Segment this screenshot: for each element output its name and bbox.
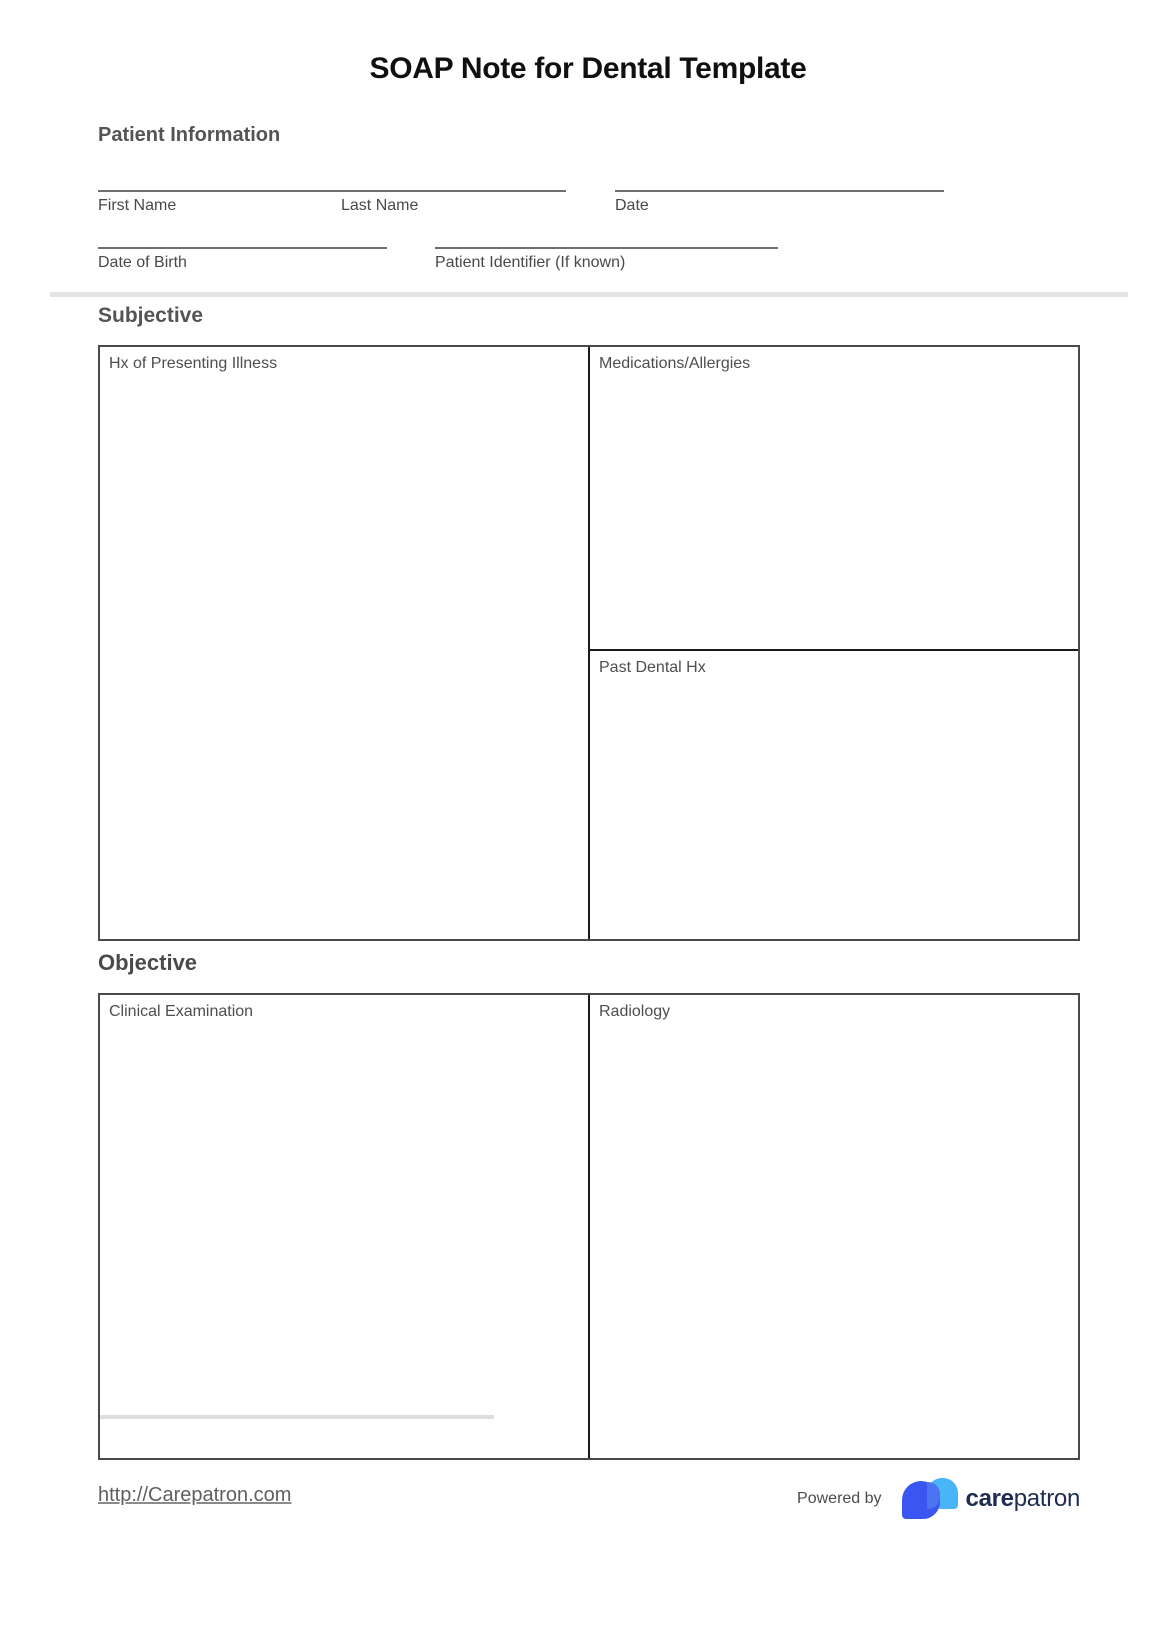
section-heading-patient-information: Patient Information [98, 124, 281, 146]
carepatron-link[interactable]: http://Carepatron.com [98, 1484, 292, 1506]
page-title: SOAP Note for Dental Template [369, 52, 807, 85]
clinical-examination-box[interactable] [100, 995, 590, 1458]
ghost-underline [100, 1415, 494, 1419]
subjective-table [98, 345, 1080, 941]
date-input-line[interactable] [615, 190, 944, 215]
powered-by-label: Powered by [797, 1490, 882, 1507]
date-of-birth-input-line[interactable] [98, 247, 387, 272]
first-name-label: First Name [98, 197, 177, 214]
carepatron-logo [902, 1478, 1080, 1520]
objective-table [98, 993, 1080, 1460]
name-input-line[interactable] [98, 190, 566, 215]
past-dental-hx-box[interactable] [590, 651, 1078, 939]
radiology-box[interactable] [590, 995, 1078, 1458]
medications-allergies-box[interactable] [590, 347, 1078, 651]
patient-identifier-input-line[interactable] [435, 247, 778, 272]
past-dental-hx-label: Past Dental Hx [599, 659, 706, 676]
section-heading-objective: Objective [98, 950, 198, 975]
radiology-label: Radiology [599, 1003, 671, 1020]
hx-presenting-illness-box[interactable] [100, 347, 590, 939]
clinical-examination-label: Clinical Examination [109, 1003, 254, 1020]
carepatron-wordmark [966, 1485, 1080, 1513]
wordmark-care: care [965, 1485, 1014, 1512]
patient-identifier-label: Patient Identifier (If known) [435, 254, 626, 271]
last-name-label: Last Name [341, 197, 419, 214]
date-of-birth-label: Date of Birth [98, 254, 187, 271]
subjective-right-column [590, 347, 1078, 939]
carepatron-logo-icon [902, 1478, 959, 1520]
medications-allergies-label: Medications/Allergies [599, 355, 751, 372]
hx-presenting-illness-label: Hx of Presenting Illness [109, 355, 278, 372]
wordmark-patron: patron [1013, 1485, 1080, 1512]
section-divider [50, 292, 1128, 297]
section-heading-subjective: Subjective [98, 304, 204, 327]
powered-by-block [797, 1477, 1080, 1521]
date-label: Date [615, 197, 649, 214]
